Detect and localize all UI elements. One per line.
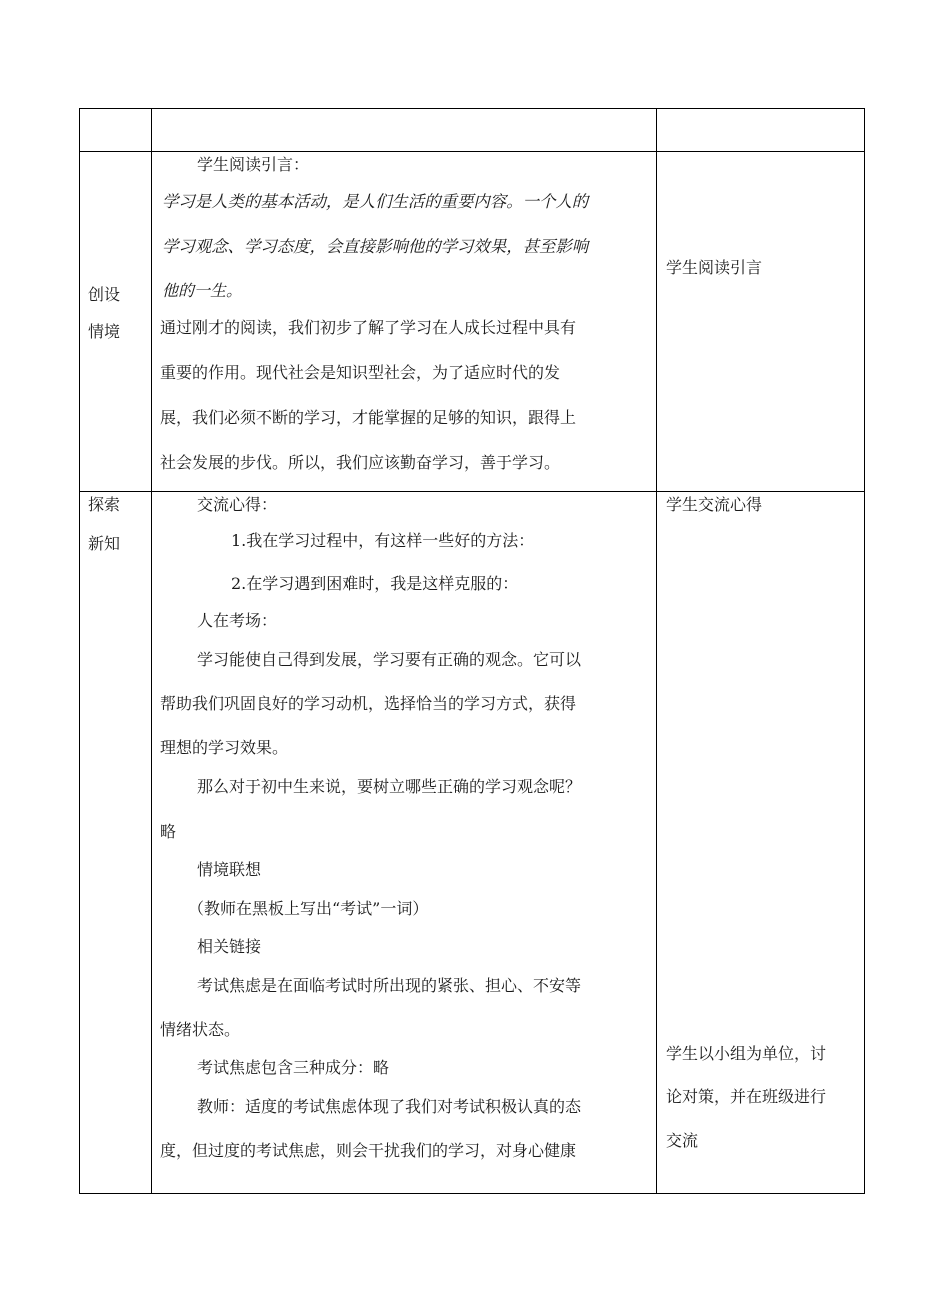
note-line: 学生阅读引言 — [666, 258, 763, 277]
content-line: 考试焦虑包含三种成分：略 — [197, 1058, 390, 1077]
column-divider-2 — [656, 108, 657, 1194]
content-line: 度，但过度的考试焦虑，则会干扰我们的学习，对身心健康 — [160, 1141, 577, 1160]
content-line: 学生阅读引言： — [197, 155, 310, 174]
content-line: 考试焦虑是在面临考试时所出现的紧张、担心、不安等 — [197, 976, 582, 995]
content-line: 情绪状态。 — [160, 1020, 241, 1039]
content-line: 学习是人类的基本活动，是人们生活的重要内容。一个人的 — [162, 192, 589, 211]
row-label: 创设 — [88, 285, 121, 304]
row-label: 新知 — [88, 534, 121, 553]
table-border-top — [79, 108, 865, 109]
content-line: 帮助我们巩固良好的学习动机，选择恰当的学习方式，获得 — [160, 694, 577, 713]
table-border-left — [79, 108, 80, 1194]
content-line: 1.我在学习过程中，有这样一些好的方法： — [231, 531, 535, 550]
row-label: 探索 — [88, 495, 121, 514]
content-line: 2.在学习遇到困难时，我是这样克服的： — [231, 574, 519, 593]
table-border-right — [864, 108, 865, 1194]
content-line: 社会发展的步伐。所以，我们应该勤奋学习，善于学习。 — [160, 453, 561, 472]
note-line: 学生以小组为单位，讨 — [666, 1044, 827, 1063]
content-line: （教师在黑板上写出“考试”一词） — [188, 899, 429, 918]
content-line: 通过刚才的阅读，我们初步了解了学习在人成长过程中具有 — [160, 318, 577, 337]
content-line: 重要的作用。现代社会是知识型社会，为了适应时代的发 — [160, 363, 561, 382]
content-line: 教师：适度的考试焦虑体现了我们对考试积极认真的态 — [197, 1097, 582, 1116]
content-line: 理想的学习效果。 — [160, 738, 289, 757]
content-line: 那么对于初中生来说，要树立哪些正确的学习观念呢？ — [197, 777, 582, 796]
content-line: 交流心得： — [197, 495, 278, 514]
content-line: 相关链接 — [197, 937, 262, 956]
content-line: 学习能使自己得到发展，学习要有正确的观念。它可以 — [197, 650, 582, 669]
content-line: 他的一生。 — [162, 281, 243, 300]
row-label: 情境 — [88, 322, 121, 341]
table-border-bottom — [79, 1193, 865, 1194]
content-line: 学习观念、学习态度，会直接影响他的学习效果，甚至影响 — [162, 237, 589, 256]
row-divider-2 — [79, 491, 865, 492]
content-line: 情境联想 — [197, 860, 262, 879]
note-line: 论对策，并在班级进行 — [666, 1087, 827, 1106]
note-line: 交流 — [666, 1131, 699, 1150]
content-line: 略 — [160, 822, 177, 841]
note-line: 学生交流心得 — [666, 495, 763, 514]
row-divider-1 — [79, 151, 865, 152]
content-line: 人在考场： — [197, 611, 278, 630]
content-line: 展，我们必须不断的学习，才能掌握的足够的知识，跟得上 — [160, 408, 577, 427]
column-divider-1 — [151, 108, 152, 1194]
